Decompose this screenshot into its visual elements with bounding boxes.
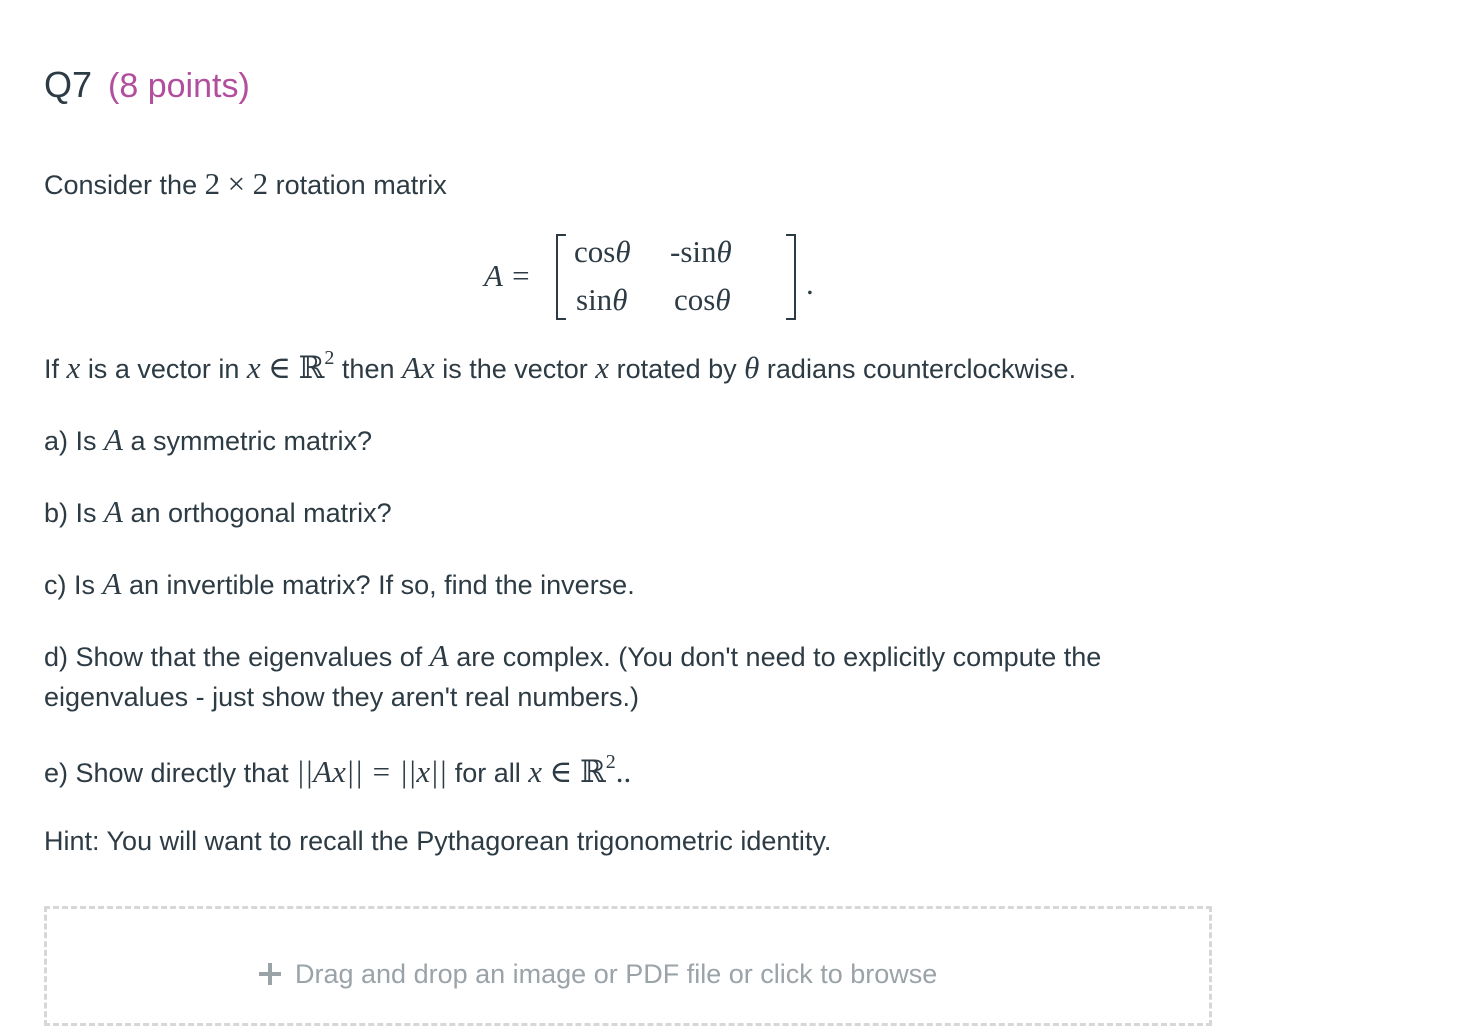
cell-r1c1-fn: cos	[574, 234, 616, 269]
part-e-norm: ||Ax|| = ||x||	[296, 754, 448, 789]
part-d-post: are complex. (You don't need to explicitly compute the	[456, 642, 1102, 672]
part-e	[44, 751, 632, 790]
part-e-x: x	[528, 754, 543, 789]
intro-times: ×	[227, 166, 246, 201]
vec-t4: is the vector	[442, 354, 588, 384]
part-e-end: ..	[615, 754, 632, 789]
part-b-pre: b) Is	[44, 498, 97, 528]
part-d-line2-text: eigenvalues - just show they aren't real numbers.)	[44, 682, 639, 712]
cell-r2c1-theta: θ	[612, 282, 628, 317]
part-a-A: A	[104, 422, 123, 457]
question-points: (8 points)	[108, 67, 250, 105]
matrix-cell-r2c2	[674, 282, 731, 318]
vec-x3: x	[595, 350, 610, 385]
vec-in: ∈	[268, 350, 292, 385]
vec-t3: then	[341, 354, 395, 384]
question-label: Q7	[44, 64, 93, 105]
matrix-cell-r2c1	[576, 282, 627, 318]
vec-Ax: Ax	[402, 350, 435, 385]
intro-dim-b: 2	[252, 166, 269, 201]
part-b-post: an orthogonal matrix?	[130, 498, 392, 528]
intro-suffix: rotation matrix	[275, 170, 447, 200]
part-a-pre: a) Is	[44, 426, 97, 456]
part-c-pre: c) Is	[44, 570, 95, 600]
rotation-matrix	[484, 232, 844, 322]
plus-icon	[259, 963, 281, 985]
question-header	[44, 64, 250, 106]
intro-prefix: Consider the	[44, 170, 198, 200]
vec-x: x	[66, 350, 81, 385]
intro-text	[44, 166, 447, 202]
vec-t5: rotated by	[616, 354, 737, 384]
vector-description	[44, 347, 1077, 386]
part-e-pre: e) Show directly that	[44, 758, 289, 788]
part-c-post: an invertible matrix? If so, find the inverse.	[128, 570, 635, 600]
matrix-lhs	[484, 258, 531, 294]
cell-r2c2-fn: cos	[674, 282, 716, 317]
cell-r1c1-theta: θ	[615, 234, 631, 269]
part-c-A: A	[102, 566, 122, 601]
matrix-right-bracket	[786, 234, 796, 320]
cell-r2c1-fn: sin	[576, 282, 613, 317]
vec-sup: 2	[324, 347, 335, 369]
part-d-A: A	[429, 638, 449, 673]
matrix-period: .	[806, 266, 814, 301]
vec-t6: radians counterclockwise.	[766, 354, 1077, 384]
part-e-mid: for all	[454, 758, 521, 788]
cell-r1c2-fn: -sin	[670, 234, 717, 269]
part-d	[44, 638, 1101, 674]
part-c	[44, 566, 635, 602]
matrix-left-bracket	[556, 234, 566, 320]
vec-t1: If	[44, 354, 60, 384]
matrix-lhs-text: A =	[484, 258, 532, 293]
part-b	[44, 494, 392, 530]
hint-text: Hint: You will want to recall the Pythagorean trigonometric identity.	[44, 826, 832, 856]
vec-t2: is a vector in	[87, 354, 240, 384]
intro-dim-a: 2	[204, 166, 221, 201]
part-e-sup: 2	[605, 751, 616, 773]
part-a	[44, 422, 372, 458]
part-e-R: ℝ	[580, 754, 606, 789]
vec-x2: x	[246, 350, 261, 385]
part-d-line2	[44, 682, 639, 713]
part-d-pre: d) Show that the eigenvalues of	[44, 642, 423, 672]
matrix-cell-r1c2	[670, 234, 732, 270]
cell-r1c2-theta: θ	[716, 234, 732, 269]
part-e-in: ∈	[549, 754, 573, 789]
vec-R: ℝ	[298, 350, 325, 385]
dropzone-text: Drag and drop an image or PDF file or click to browse	[295, 959, 938, 989]
cell-r2c2-theta: θ	[715, 282, 731, 317]
file-upload-dropzone[interactable]	[44, 906, 1212, 1026]
vec-theta: θ	[744, 350, 760, 385]
matrix-cell-r1c1	[574, 234, 631, 270]
dropzone-label[interactable]	[259, 959, 937, 990]
part-a-post: a symmetric matrix?	[130, 426, 373, 456]
part-b-A: A	[104, 494, 123, 529]
